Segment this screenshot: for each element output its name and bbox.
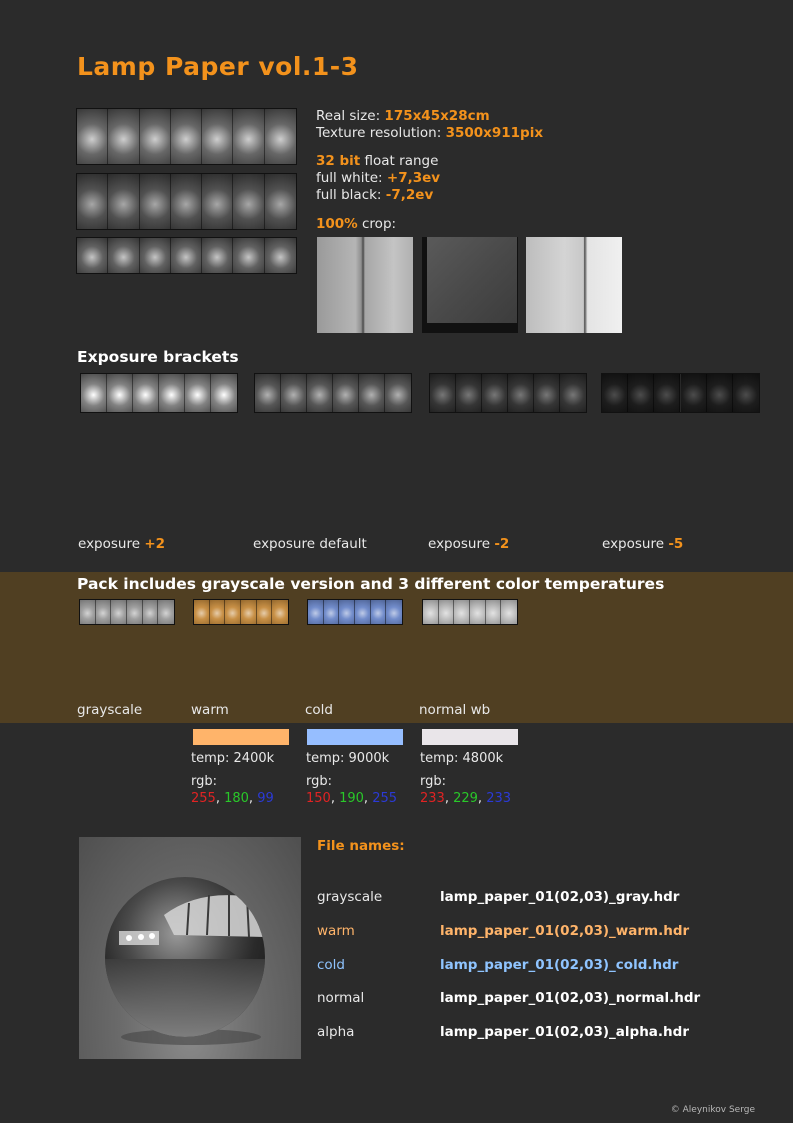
texture-resolution: Texture resolution: 3500x911pix	[316, 125, 544, 141]
lamp-panel	[281, 374, 307, 412]
lamp-panel	[107, 374, 133, 412]
lamp-panel	[482, 374, 508, 412]
lamp-panel	[602, 374, 628, 412]
file-names-heading: File names:	[317, 838, 405, 854]
lamp-panel	[423, 600, 439, 624]
page-title: Lamp Paper vol.1-3	[77, 52, 359, 81]
lamp-preview-1	[76, 108, 297, 165]
lamp-panel	[534, 374, 560, 412]
cold-rgb-values: 150, 190, 255	[306, 791, 398, 806]
lamp-panel	[127, 600, 143, 624]
file-name-normal: lamp_paper_01(02,03)_normal.hdr	[440, 990, 701, 1006]
pack-label-grayscale: grayscale	[77, 702, 143, 718]
lamp-panel	[333, 374, 359, 412]
pack-preview-normal	[422, 599, 518, 625]
warm-swatch	[193, 729, 289, 745]
lamp-panel	[225, 600, 241, 624]
pack-heading: Pack includes grayscale version and 3 different color temperatures	[77, 575, 665, 593]
crop-tile-2-paper	[427, 237, 517, 323]
pack-preview-grayscale	[79, 599, 175, 625]
warm-rgb-values: 255, 180, 99	[191, 791, 274, 806]
full-black: full black: -7,2ev	[316, 187, 434, 203]
copyright: © Aleynikov Serge	[670, 1105, 755, 1115]
lamp-panel	[133, 374, 159, 412]
file-name-cold: lamp_paper_01(02,03)_cold.hdr	[440, 957, 679, 973]
pack-band	[0, 572, 793, 723]
warm-rgb-label: rgb:	[191, 774, 217, 789]
exposure-default-preview	[254, 373, 412, 413]
lamp-panel	[96, 600, 112, 624]
cold-temp: temp: 9000k	[306, 751, 390, 766]
pack-label-normal: normal wb	[419, 702, 491, 718]
lamp-panel	[628, 374, 654, 412]
lamp-panel	[210, 600, 226, 624]
lamp-panel	[257, 600, 273, 624]
file-name-alpha: lamp_paper_01(02,03)_alpha.hdr	[440, 1024, 689, 1040]
lamp-panel	[111, 600, 127, 624]
file-name-warm: lamp_paper_01(02,03)_warm.hdr	[440, 923, 690, 939]
lamp-preview-2	[76, 173, 297, 230]
lamp-panel	[707, 374, 733, 412]
exposure-label-default: exposure default	[253, 536, 367, 552]
exposure-label-minus2: exposure -2	[428, 536, 510, 552]
lamp-panel	[108, 174, 139, 229]
lamp-panel	[265, 238, 296, 273]
lamp-panel	[355, 600, 371, 624]
cold-rgb-label: rgb:	[306, 774, 332, 789]
lamp-panel	[140, 238, 171, 273]
lamp-panel	[233, 109, 264, 164]
lamp-panel	[508, 374, 534, 412]
lamp-panel	[81, 374, 107, 412]
crop-tile-3	[526, 237, 622, 333]
normal-rgb-label: rgb:	[420, 774, 446, 789]
full-white: full white: +7,3ev	[316, 170, 441, 186]
lamp-panel	[140, 109, 171, 164]
crop-tile-2	[422, 237, 518, 333]
lamp-panel	[233, 238, 264, 273]
exposure-plus2-preview	[80, 373, 238, 413]
lamp-panel	[454, 600, 470, 624]
crop-label: 100% crop:	[316, 216, 397, 232]
lamp-panel	[171, 109, 202, 164]
lamp-panel	[255, 374, 281, 412]
lamp-panel	[339, 600, 355, 624]
crop-tile-1	[317, 237, 413, 333]
file-label-alpha: alpha	[317, 1024, 355, 1040]
lamp-panel	[430, 374, 456, 412]
lamp-panel	[159, 374, 185, 412]
pack-preview-warm	[193, 599, 289, 625]
cold-swatch	[307, 729, 403, 745]
chrome-sphere-image	[79, 837, 301, 1059]
lamp-panel	[456, 374, 482, 412]
lamp-panel	[77, 238, 108, 273]
lamp-panel	[386, 600, 402, 624]
exposure-label-minus5: exposure -5	[602, 536, 684, 552]
file-label-cold: cold	[317, 957, 346, 973]
exposure-minus2-preview	[429, 373, 587, 413]
lamp-panel	[140, 174, 171, 229]
exposure-heading: Exposure brackets	[77, 348, 239, 366]
file-label-normal: normal	[317, 990, 365, 1006]
lamp-panel	[108, 109, 139, 164]
lamp-panel	[171, 238, 202, 273]
lamp-panel	[211, 374, 237, 412]
file-name-grayscale: lamp_paper_01(02,03)_gray.hdr	[440, 889, 680, 905]
lamp-panel	[202, 174, 233, 229]
lamp-panel	[77, 174, 108, 229]
lamp-panel	[202, 238, 233, 273]
lamp-panel	[501, 600, 517, 624]
lamp-panel	[308, 600, 324, 624]
file-label-grayscale: grayscale	[317, 889, 383, 905]
lamp-panel	[385, 374, 411, 412]
real-size: Real size: 175x45x28cm	[316, 108, 490, 124]
pack-label-warm: warm	[191, 702, 229, 718]
lamp-panel	[158, 600, 174, 624]
file-label-warm: warm	[317, 923, 355, 939]
lamp-panel	[143, 600, 159, 624]
lamp-panel	[171, 174, 202, 229]
warm-temp: temp: 2400k	[191, 751, 275, 766]
lamp-panel	[307, 374, 333, 412]
lamp-panel	[77, 109, 108, 164]
lamp-panel	[439, 600, 455, 624]
lamp-panel	[681, 374, 707, 412]
pack-label-cold: cold	[305, 702, 334, 718]
lamp-panel	[185, 374, 211, 412]
lamp-preview-3	[76, 237, 297, 274]
pack-preview-cold	[307, 599, 403, 625]
lamp-panel	[733, 374, 759, 412]
sphere-render	[79, 837, 301, 1059]
lamp-panel	[202, 109, 233, 164]
bit-depth: 32 bit float range	[316, 153, 439, 169]
lamp-panel	[241, 600, 257, 624]
lamp-panel	[265, 109, 296, 164]
lamp-panel	[194, 600, 210, 624]
lamp-panel	[371, 600, 387, 624]
lamp-panel	[272, 600, 288, 624]
exposure-minus5-preview	[601, 373, 760, 413]
lamp-panel	[233, 174, 264, 229]
lamp-panel	[486, 600, 502, 624]
normal-swatch	[422, 729, 518, 745]
exposure-label-plus2: exposure +2	[78, 536, 166, 552]
lamp-panel	[324, 600, 340, 624]
normal-rgb-values: 233, 229, 233	[420, 791, 512, 806]
lamp-panel	[80, 600, 96, 624]
lamp-panel	[470, 600, 486, 624]
normal-temp: temp: 4800k	[420, 751, 504, 766]
lamp-panel	[108, 238, 139, 273]
lamp-panel	[265, 174, 296, 229]
lamp-panel	[654, 374, 680, 412]
lamp-panel	[560, 374, 586, 412]
lamp-panel	[359, 374, 385, 412]
